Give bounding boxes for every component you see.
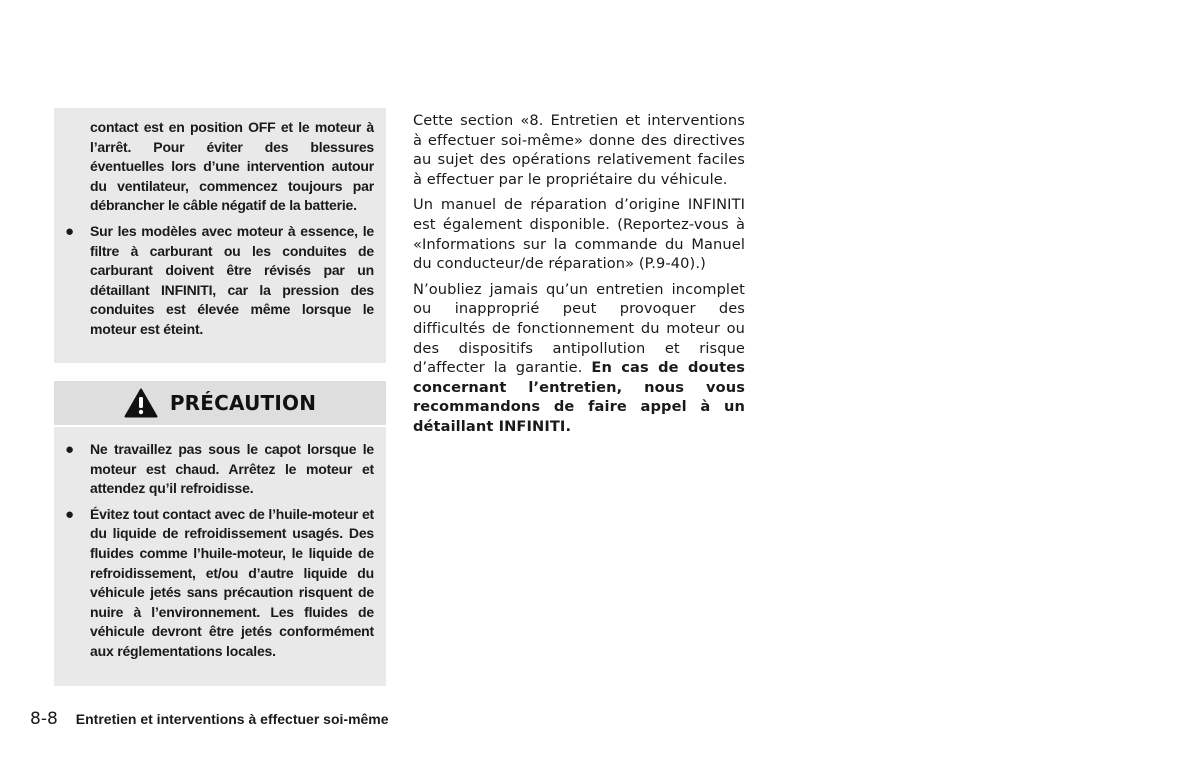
bullet-dot-icon: ● <box>65 505 74 523</box>
page-number: 8-8 <box>30 709 58 729</box>
warning-bullet-text: Sur les modèles avec moteur à essence, le filtre à carburant ou les conduites de carburant doivent être révisés par un détaillant INFINITI, car la pression des conduites est élevée même lorsque le moteur est éteint. <box>90 222 374 337</box>
dealer-recommendation-text: En cas de doutes concernant l’entretien, nous vous recommandons de faire appel à un détaillant INFINITI. <box>413 359 745 435</box>
page-footer <box>30 709 389 729</box>
precaution-title: PRÉCAUTION <box>169 391 317 415</box>
precaution-list <box>65 440 374 662</box>
repair-manual-paragraph: Un manuel de réparation d’origine INFINITI est également disponible. (Reportez-vous à «Informations sur la commande du Manuel du conducteur/de réparation» (P.9-40).) <box>413 196 745 273</box>
bullet-dot-icon: ● <box>65 441 74 458</box>
precaution-box <box>54 381 386 686</box>
maintenance-warning-text: N’oubliez jamais qu’un entretien incomplet ou inapproprié peut provoquer des difficultés de fonctionnement du moteur ou des dispositifs antipollution et risque d’affecter la garantie. <box>413 280 745 377</box>
warning-box <box>54 108 386 363</box>
warning-bullet-item <box>65 222 374 340</box>
precaution-bullet-text: Ne travaillez pas sous le capot lorsque le moteur est chaud. Arrêtez le moteur et attendez qu’il refroidisse. <box>90 441 374 497</box>
precaution-bullet-item <box>65 440 374 499</box>
footer-section-title: Entretien et interventions à effectuer soi-même <box>75 711 389 727</box>
warning-continuation-text: contact est en position OFF et le moteur à l’arrêt. Pour éviter des blessures éventuelles lors d’une intervention autour du ventilateur, commencez toujours par débrancher le câble négatif de la batterie. <box>90 119 374 214</box>
maintenance-warning-paragraph <box>413 280 745 437</box>
precaution-bullet-text: Évitez tout contact avec de l’huile-moteur et du liquide de refroidissement usagés. Des fluides comme l’huile-moteur, le liquide de refroidissement, et/ou d’autre liquide du véhicule jetés sans précaution risquent de nuire à l’environnement. Les fluides de véhicule devront être jetés conformément aux réglementations locales. <box>90 505 374 659</box>
precaution-header <box>54 381 386 427</box>
main-text-column <box>413 111 745 443</box>
bullet-dot-icon: ● <box>65 222 74 240</box>
warning-box-content <box>65 118 374 340</box>
intro-paragraph: Cette section «8. Entretien et interventions à effectuer soi-même» donne des directives au sujet des opérations relativement faciles à effectuer par le propriétaire du véhicule. <box>413 112 745 188</box>
precaution-bullet-item <box>65 505 374 662</box>
warning-triangle-icon <box>124 388 158 418</box>
